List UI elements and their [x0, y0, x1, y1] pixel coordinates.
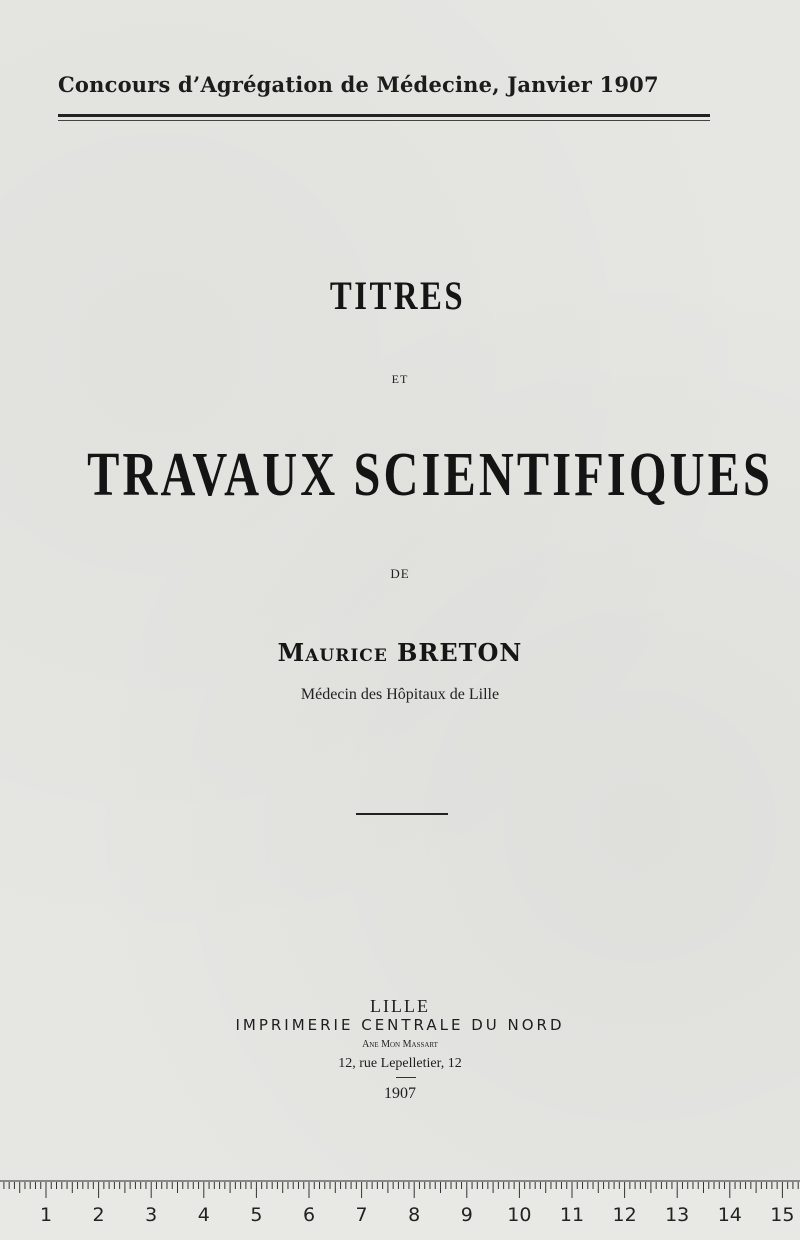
section-divider [356, 813, 448, 815]
ruler-label: 8 [408, 1204, 421, 1226]
ruler-label: 9 [460, 1204, 473, 1226]
publisher-city: LILLE [370, 996, 430, 1016]
author-last-name: BRETON [397, 638, 523, 667]
publisher-rule [396, 1077, 416, 1078]
ruler-label: 3 [145, 1204, 158, 1226]
competition-header: Concours d’Agrégation de Médecine, Janvier 1907 [58, 72, 659, 97]
ruler-label: 7 [355, 1204, 368, 1226]
ruler-label: 14 [717, 1204, 742, 1226]
ruler-label: 10 [507, 1204, 532, 1226]
title-connector: ET [391, 372, 409, 386]
ruler-label: 1 [39, 1204, 53, 1226]
measuring-ruler [0, 1180, 800, 1240]
header-rule-thin [58, 120, 710, 121]
publisher-owner: Ane Mon Massart [362, 1039, 438, 1050]
publisher-name: IMPRIMERIE CENTRALE DU NORD [235, 1016, 565, 1034]
header-rule-thick [58, 114, 710, 117]
ruler-label: 2 [92, 1204, 105, 1226]
author-first-name: Maurice [277, 638, 388, 667]
ruler-label: 15 [770, 1204, 795, 1226]
publisher-address: 12, rue Lepelletier, 12 [338, 1056, 462, 1071]
ruler-label: 11 [559, 1204, 585, 1226]
ruler-label: 12 [612, 1204, 637, 1226]
author-name [0, 638, 800, 667]
title-line-1: TITRES [329, 273, 466, 318]
title-by: DE [390, 566, 410, 581]
ruler-label: 6 [302, 1204, 316, 1226]
ruler-label: 5 [250, 1204, 263, 1226]
title-line-2: TRAVAUX SCIENTIFIQUES [87, 441, 774, 509]
author-affiliation: Médecin des Hôpitaux de Lille [300, 686, 500, 703]
ruler-label: 13 [665, 1204, 690, 1226]
ruler-label: 4 [197, 1204, 210, 1226]
publication-year: 1907 [384, 1085, 416, 1102]
